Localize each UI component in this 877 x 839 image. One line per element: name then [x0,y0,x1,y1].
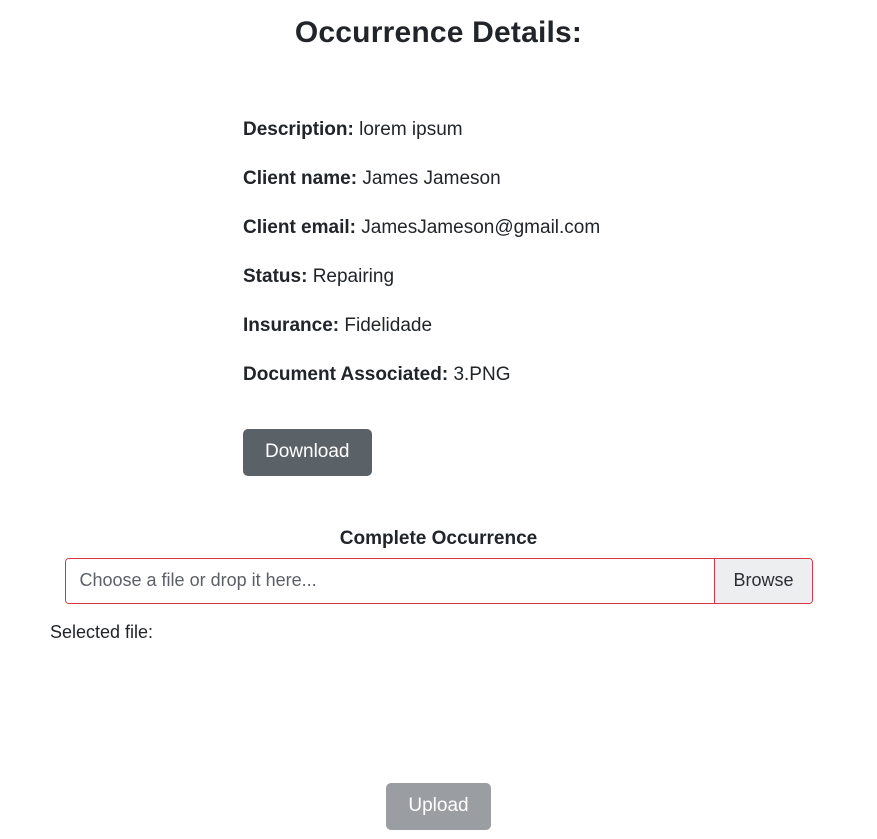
download-button[interactable]: Download [243,429,372,476]
detail-row-status [243,267,877,286]
detail-label-client-email: Client email: [243,217,356,238]
detail-value-client-name: James Jameson [362,168,501,189]
detail-row-client-name [243,169,877,188]
detail-label-description: Description: [243,119,354,140]
detail-value-description: lorem ipsum [359,119,463,140]
detail-value-document-associated: 3.PNG [453,364,511,385]
detail-value-status: Repairing [312,266,395,287]
detail-label-insurance: Insurance: [243,315,340,336]
detail-row-document-associated [243,365,877,384]
complete-occurrence-heading: Complete Occurrence [339,527,538,549]
detail-value-client-email: JamesJameson@gmail.com [361,217,601,238]
detail-label-document-associated: Document Associated: [243,364,449,385]
download-button-wrapper [0,429,877,476]
file-input[interactable]: Choose a file or drop it here... [66,559,715,603]
detail-row-insurance [243,316,877,335]
selected-file-row [0,622,877,643]
page-title: Occurrence Details: [294,16,583,49]
selected-file-label: Selected file: [50,621,154,642]
upload-button-wrapper [0,783,877,830]
detail-value-insurance: Fidelidade [344,315,433,336]
file-upload-field[interactable] [65,558,813,604]
detail-row-client-email [243,218,877,237]
detail-label-status: Status: [243,266,308,287]
occurrence-details-list [0,120,877,384]
browse-button[interactable]: Browse [714,559,811,603]
upload-button[interactable]: Upload [386,783,490,830]
detail-row-description [243,120,877,139]
detail-label-client-name: Client name: [243,168,358,189]
